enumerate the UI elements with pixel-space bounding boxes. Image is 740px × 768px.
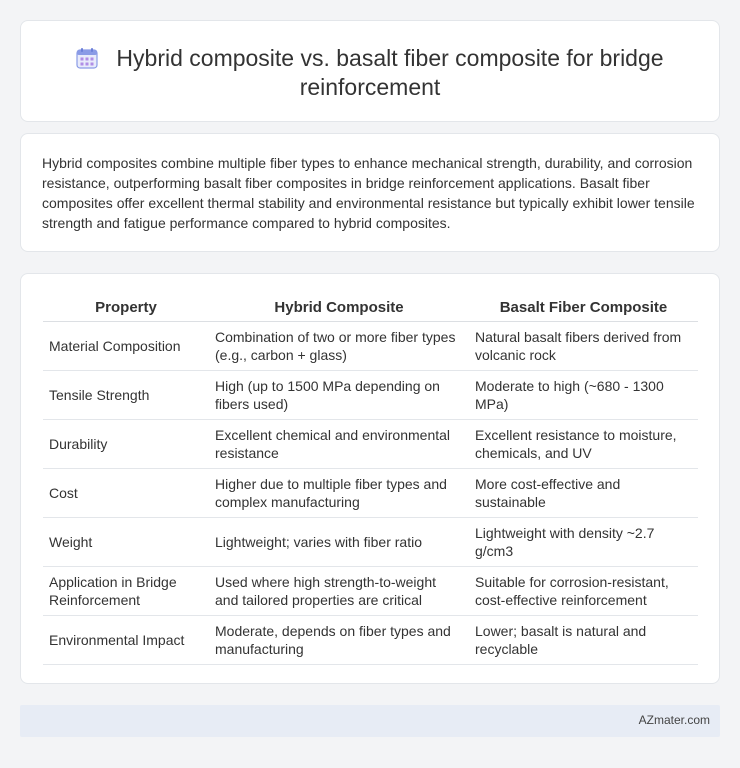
cell-basalt: Natural basalt fibers derived from volcanic rock bbox=[469, 321, 698, 370]
table-row bbox=[43, 615, 698, 664]
cell-hybrid: Used where high strength-to-weight and tailored properties are critical bbox=[209, 566, 469, 615]
cell-property: Application in Bridge Reinforcement bbox=[43, 566, 209, 615]
comparison-table bbox=[43, 294, 698, 665]
cell-hybrid: Moderate, depends on fiber types and manufacturing bbox=[209, 615, 469, 664]
cell-property: Weight bbox=[43, 517, 209, 566]
cell-hybrid: Lightweight; varies with fiber ratio bbox=[209, 517, 469, 566]
title-card bbox=[20, 20, 720, 122]
intro-paragraph: Hybrid composites combine multiple fiber types to enhance mechanical strength, durability, and corrosion resistance, outperforming basalt fiber composites in bridge reinforcement applications. Basalt fiber composites offer excellent thermal stability and environmental resistance but typically exhibit lower tensile strength and fatigue performance compared to hybrid composites. bbox=[42, 155, 695, 231]
cell-property: Material Composition bbox=[43, 321, 209, 370]
cell-hybrid: Excellent chemical and environmental resistance bbox=[209, 419, 469, 468]
cell-property: Tensile Strength bbox=[43, 370, 209, 419]
cell-basalt: Lower; basalt is natural and recyclable bbox=[469, 615, 698, 664]
table-row bbox=[43, 321, 698, 370]
header-basalt: Basalt Fiber Composite bbox=[469, 294, 698, 321]
cell-basalt: Moderate to high (~680 - 1300 MPa) bbox=[469, 370, 698, 419]
cell-hybrid: Combination of two or more fiber types (e.g., carbon + glass) bbox=[209, 321, 469, 370]
page-title-wrap bbox=[21, 44, 719, 102]
table-row bbox=[43, 419, 698, 468]
cell-property: Cost bbox=[43, 468, 209, 517]
cell-basalt: Suitable for corrosion-resistant, cost-effective reinforcement bbox=[469, 566, 698, 615]
footer-bar bbox=[20, 705, 720, 737]
header-property: Property bbox=[43, 294, 209, 321]
cell-hybrid: Higher due to multiple fiber types and complex manufacturing bbox=[209, 468, 469, 517]
table-row bbox=[43, 517, 698, 566]
cell-basalt: Lightweight with density ~2.7 g/cm3 bbox=[469, 517, 698, 566]
intro-card bbox=[20, 133, 720, 252]
cell-basalt: More cost-effective and sustainable bbox=[469, 468, 698, 517]
table-header-row bbox=[43, 294, 698, 321]
cell-hybrid: High (up to 1500 MPa depending on fibers used) bbox=[209, 370, 469, 419]
table-row bbox=[43, 370, 698, 419]
cell-property: Durability bbox=[43, 419, 209, 468]
cell-basalt: Excellent resistance to moisture, chemicals, and UV bbox=[469, 419, 698, 468]
table-row bbox=[43, 468, 698, 517]
header-hybrid: Hybrid Composite bbox=[209, 294, 469, 321]
comparison-card bbox=[20, 273, 720, 684]
footer-brand: AZmater.com bbox=[638, 713, 710, 727]
calendar-grid-icon bbox=[76, 47, 98, 69]
table-row bbox=[43, 566, 698, 615]
page-title: Hybrid composite vs. basalt fiber composite for bridge reinforcement bbox=[116, 45, 664, 100]
cell-property: Environmental Impact bbox=[43, 615, 209, 664]
